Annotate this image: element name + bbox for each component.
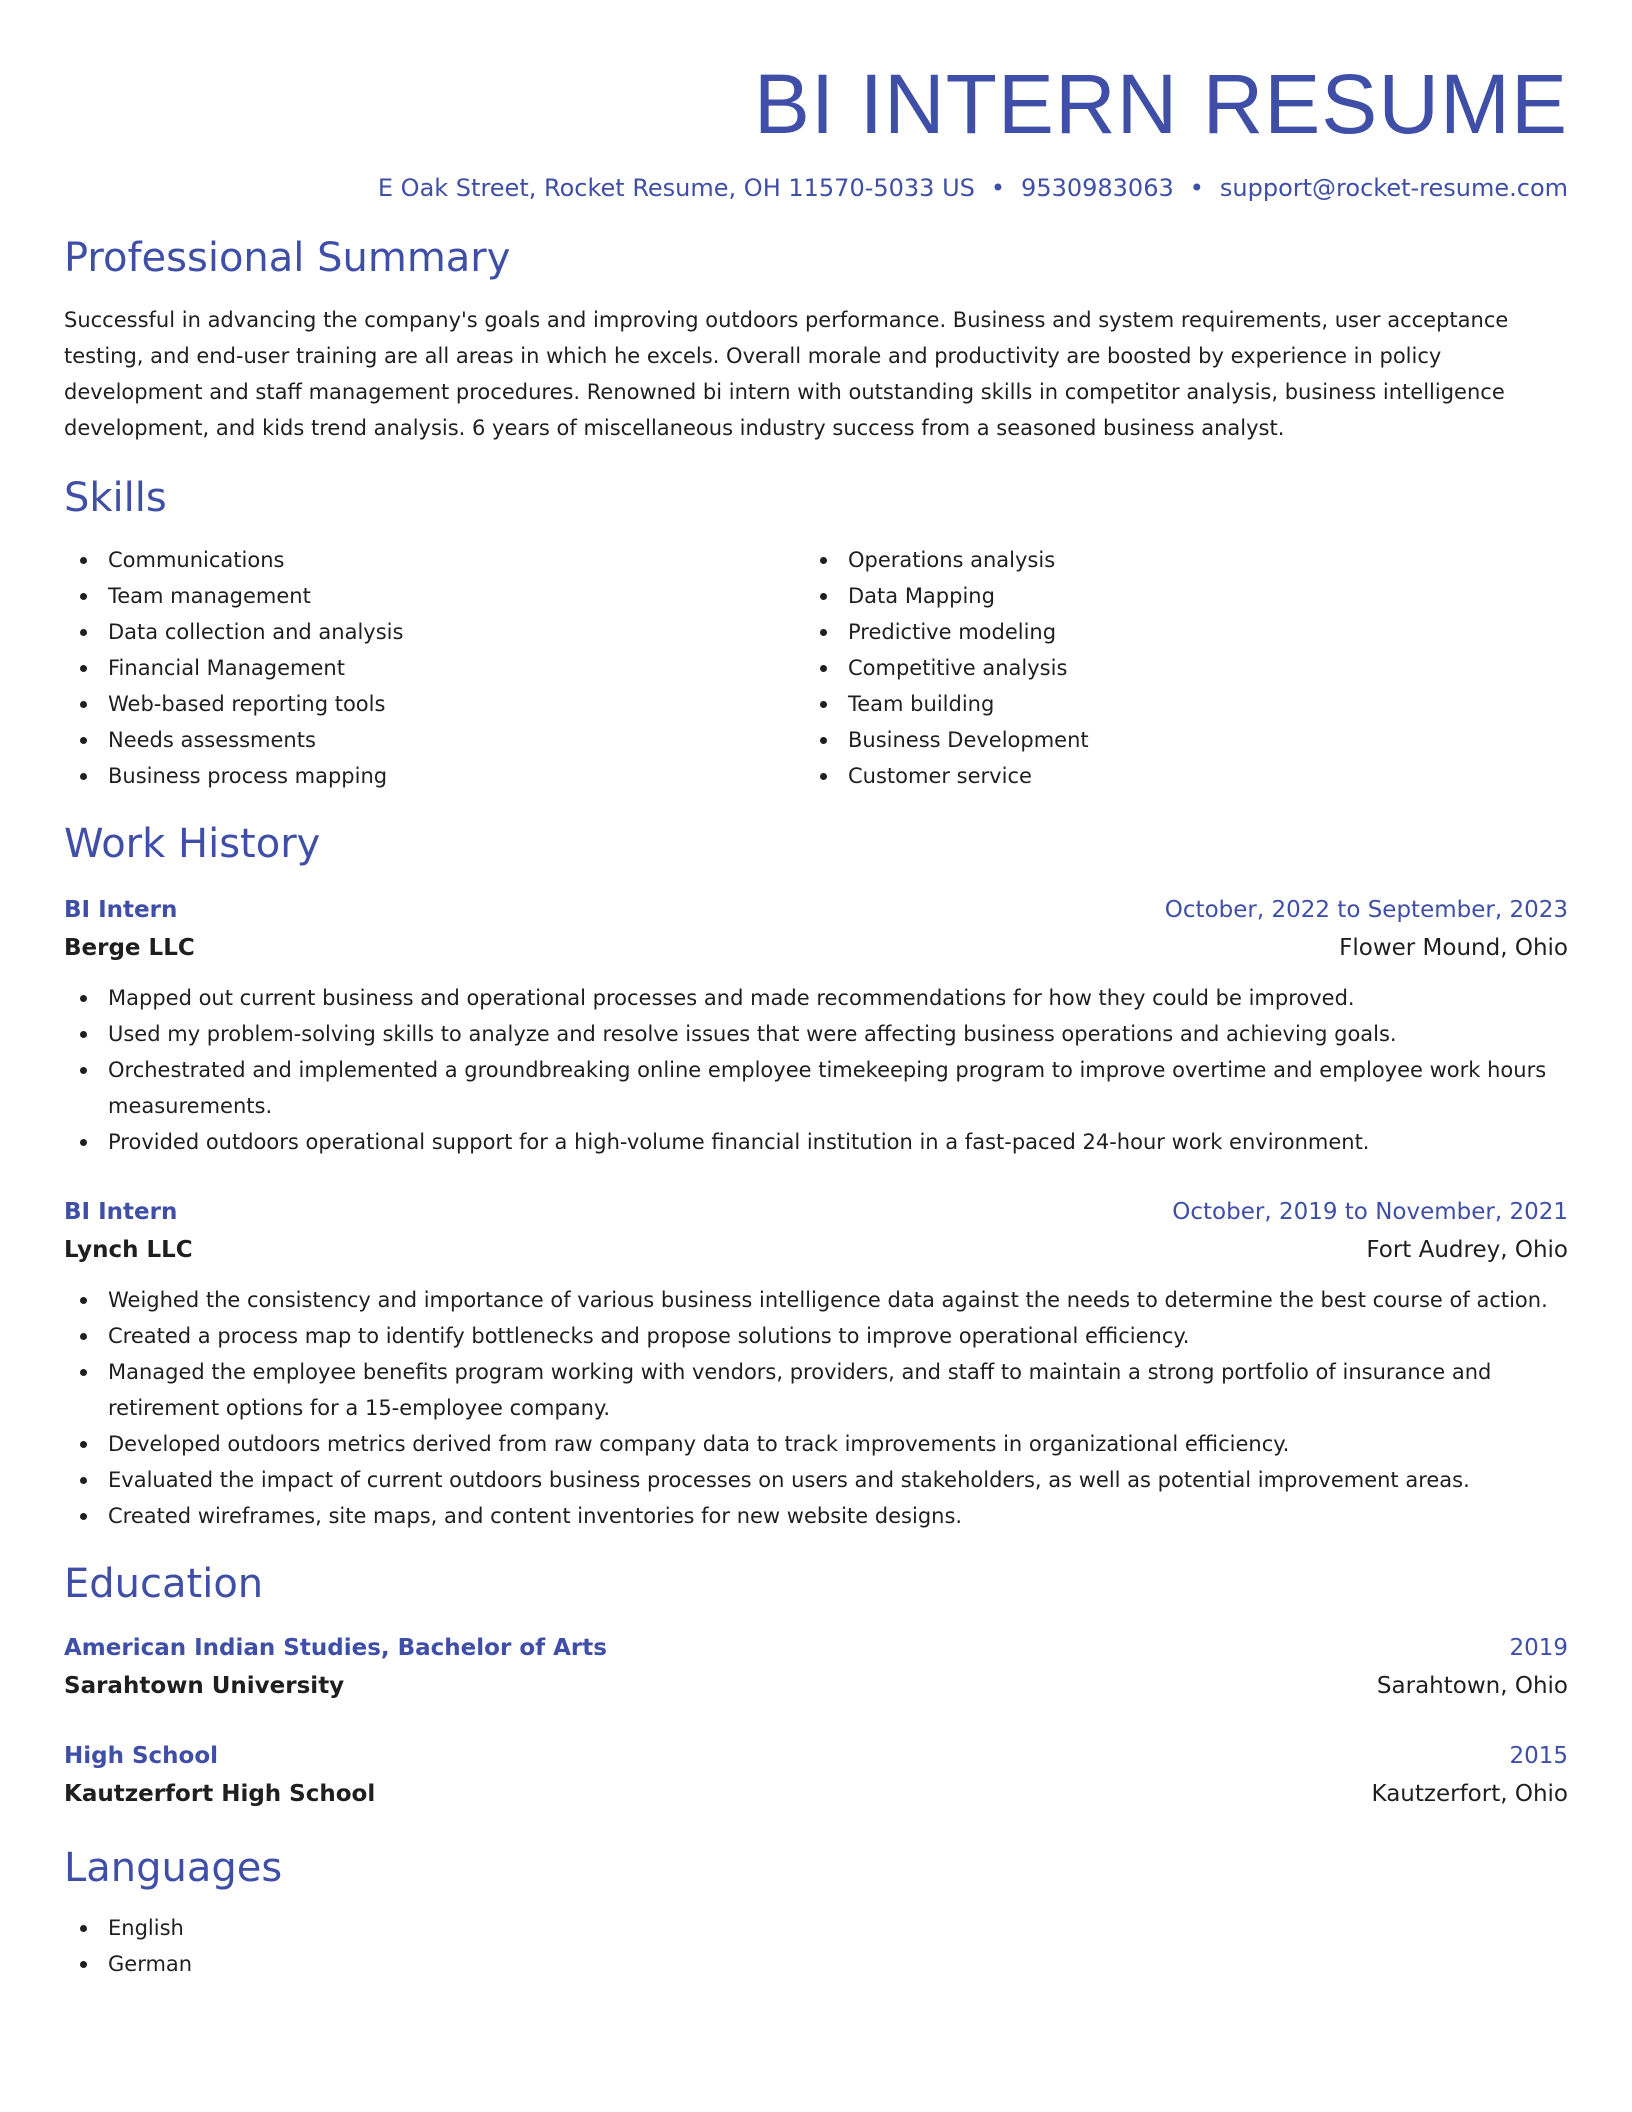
job-entry bbox=[64, 892, 1568, 1160]
job-bullets bbox=[64, 980, 1568, 1160]
job-header-row bbox=[64, 892, 1568, 928]
skill-item: Operations analysis bbox=[804, 542, 1544, 578]
section-title-skills: Skills bbox=[64, 475, 167, 521]
skills-list-right bbox=[804, 542, 1544, 794]
contact-separator: • bbox=[1189, 174, 1204, 202]
skill-item: Team building bbox=[804, 686, 1544, 722]
education-degree: High School bbox=[64, 1743, 219, 1769]
skill-item: Business process mapping bbox=[64, 758, 804, 794]
job-company: Berge LLC bbox=[64, 935, 195, 961]
section-title-education: Education bbox=[64, 1561, 264, 1607]
skill-item: Team management bbox=[64, 578, 804, 614]
education-location: Sarahtown, Ohio bbox=[1376, 1673, 1568, 1699]
job-company-row bbox=[64, 1230, 1568, 1270]
job-company-row bbox=[64, 928, 1568, 968]
education-school-row bbox=[64, 1774, 1568, 1814]
job-bullet: Weighed the consistency and importance of various business intelligence data against the needs to determine the best course of action. bbox=[64, 1282, 1568, 1318]
section-title-languages: Languages bbox=[64, 1845, 283, 1891]
job-location: Flower Mound, Ohio bbox=[1339, 935, 1568, 961]
skill-item: Financial Management bbox=[64, 650, 804, 686]
education-location: Kautzerfort, Ohio bbox=[1371, 1781, 1568, 1807]
education-school: Sarahtown University bbox=[64, 1673, 345, 1699]
section-title-summary: Professional Summary bbox=[64, 235, 511, 281]
job-location: Fort Audrey, Ohio bbox=[1366, 1237, 1568, 1263]
skill-item: Customer service bbox=[804, 758, 1544, 794]
skill-item: Data Mapping bbox=[804, 578, 1544, 614]
job-bullet: Created a process map to identify bottlenecks and propose solutions to improve operational efficiency. bbox=[64, 1318, 1568, 1354]
section-title-work-history: Work History bbox=[64, 821, 321, 867]
job-bullet: Used my problem-solving skills to analyze and resolve issues that were affecting business operations and achieving goals. bbox=[64, 1016, 1568, 1052]
job-bullet: Managed the employee benefits program working with vendors, providers, and staff to maintain a strong portfolio of insurance and retirement options for a 15-employee company. bbox=[64, 1354, 1568, 1426]
job-bullet: Created wireframes, site maps, and content inventories for new website designs. bbox=[64, 1498, 1568, 1534]
education-entry bbox=[64, 1630, 1568, 1706]
education-header-row bbox=[64, 1738, 1568, 1774]
contact-separator: • bbox=[990, 174, 1006, 202]
skill-item: Communications bbox=[64, 542, 804, 578]
job-entry bbox=[64, 1194, 1568, 1534]
skill-item: Business Development bbox=[804, 722, 1544, 758]
skills-list-left bbox=[64, 542, 804, 794]
contact-phone: 9530983063 bbox=[1021, 174, 1174, 202]
skills-columns bbox=[64, 542, 1568, 794]
job-bullet: Developed outdoors metrics derived from raw company data to track improvements in organizational efficiency. bbox=[64, 1426, 1568, 1462]
job-role: BI Intern bbox=[64, 1199, 178, 1225]
job-dates: October, 2022 to September, 2023 bbox=[1164, 897, 1568, 923]
contact-line bbox=[64, 172, 1568, 204]
education-entry bbox=[64, 1738, 1568, 1814]
language-item: English bbox=[64, 1910, 1568, 1946]
languages-list bbox=[64, 1910, 1568, 1982]
resume-header bbox=[64, 54, 1568, 204]
skill-item: Needs assessments bbox=[64, 722, 804, 758]
job-bullet: Orchestrated and implemented a groundbreaking online employee timekeeping program to improve overtime and employee work hours measurements. bbox=[64, 1052, 1568, 1124]
education-year: 2019 bbox=[1509, 1635, 1568, 1661]
job-role: BI Intern bbox=[64, 897, 178, 923]
resume-title: BI INTERN RESUME bbox=[753, 57, 1568, 151]
job-company: Lynch LLC bbox=[64, 1237, 193, 1263]
language-item: German bbox=[64, 1946, 1568, 1982]
summary-text: Successful in advancing the company's goals and improving outdoors performance. Business and system requirements, user acceptance testing, and end-user training are all areas in which he excels. Overall morale and productivity are boosted by experience in policy development and staff management procedures. Renowned bi intern with outstanding skills in competitor analysis, business intelligence development, and kids trend analysis. 6 years of miscellaneous industry success from a seasoned business analyst. bbox=[64, 308, 1509, 440]
contact-email: support@rocket-resume.com bbox=[1219, 174, 1568, 202]
education-degree: American Indian Studies, Bachelor of Arts bbox=[64, 1635, 607, 1661]
skill-item: Predictive modeling bbox=[804, 614, 1544, 650]
education-school: Kautzerfort High School bbox=[64, 1781, 376, 1807]
skill-item: Web-based reporting tools bbox=[64, 686, 804, 722]
job-bullet: Mapped out current business and operational processes and made recommendations for how they could be improved. bbox=[64, 980, 1568, 1016]
job-bullet: Provided outdoors operational support for a high-volume financial institution in a fast-paced 24-hour work environment. bbox=[64, 1124, 1568, 1160]
job-bullet: Evaluated the impact of current outdoors business processes on users and stakeholders, as well as potential improvement areas. bbox=[64, 1462, 1568, 1498]
education-school-row bbox=[64, 1666, 1568, 1706]
job-bullets bbox=[64, 1282, 1568, 1534]
job-header-row bbox=[64, 1194, 1568, 1230]
education-year: 2015 bbox=[1509, 1743, 1568, 1769]
contact-address: E Oak Street, Rocket Resume, OH 11570-5033 US bbox=[377, 174, 975, 202]
job-dates: October, 2019 to November, 2021 bbox=[1172, 1199, 1568, 1225]
skill-item: Competitive analysis bbox=[804, 650, 1544, 686]
skill-item: Data collection and analysis bbox=[64, 614, 804, 650]
education-header-row bbox=[64, 1630, 1568, 1666]
